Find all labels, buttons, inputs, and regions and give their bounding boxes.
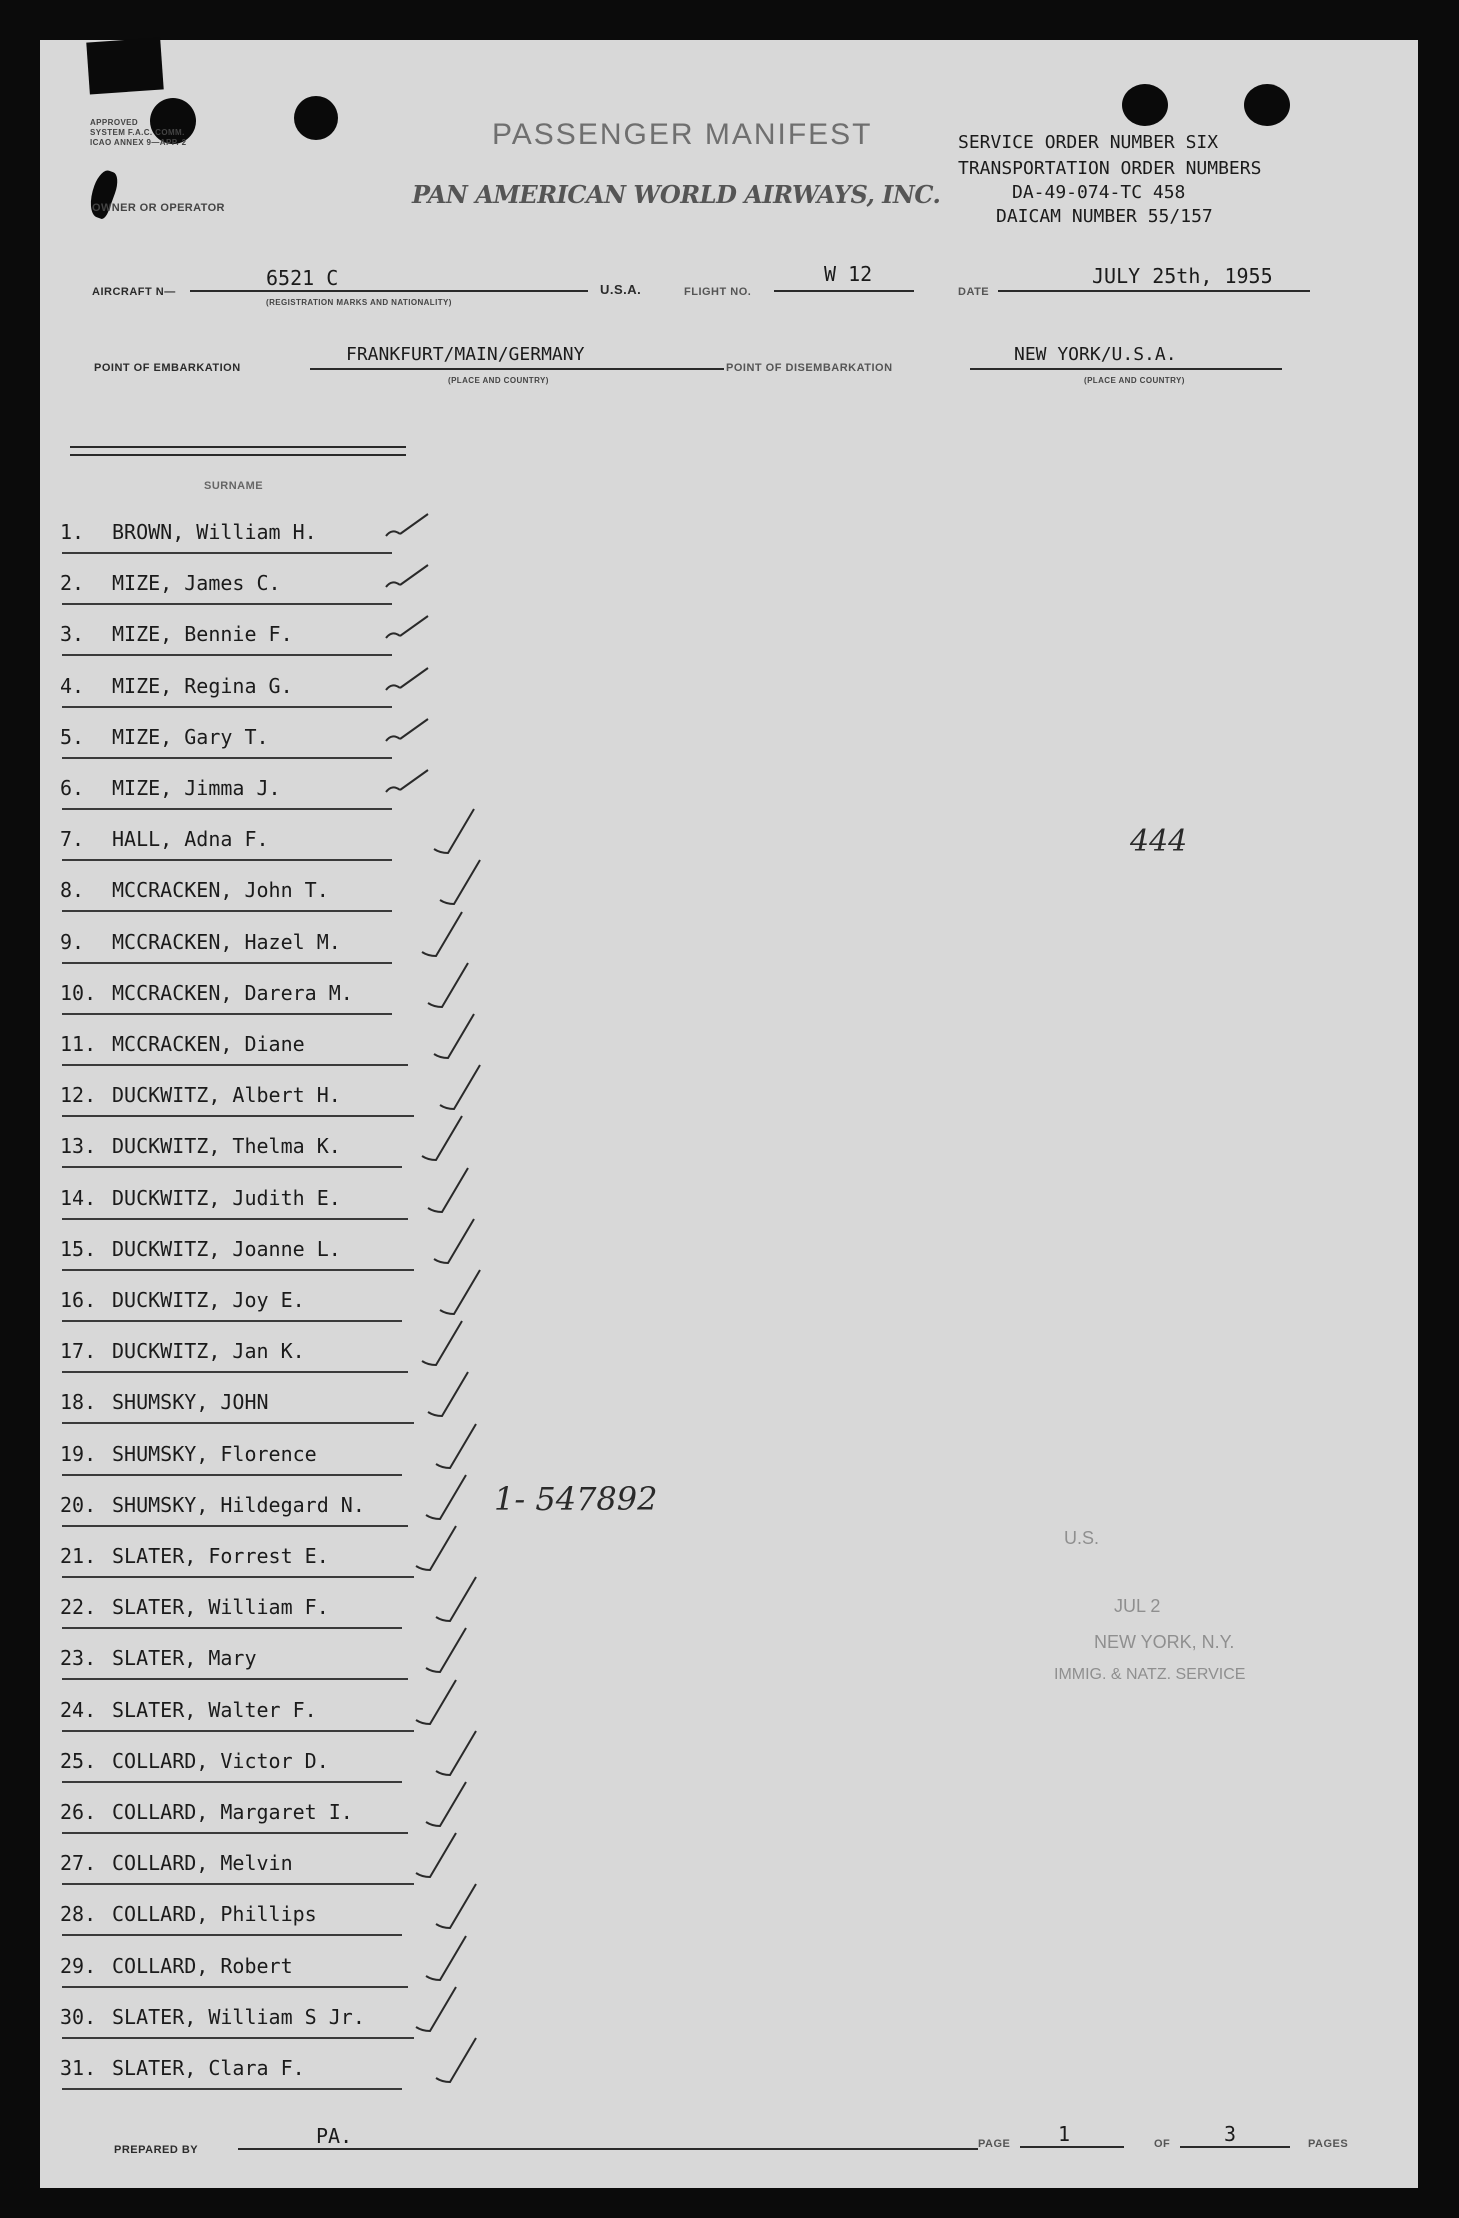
- approval-line: ICAO ANNEX 9—APP. 2: [90, 138, 187, 147]
- row-underline: [62, 1986, 408, 1988]
- row-underline: [62, 1627, 402, 1629]
- passenger-number: 4.: [60, 673, 85, 698]
- passenger-number: 10.: [60, 980, 97, 1005]
- passenger-number: 19.: [60, 1441, 97, 1466]
- passenger-row: [40, 1790, 560, 1838]
- passenger-number: 2.: [60, 571, 85, 596]
- passenger-name: SLATER, William S Jr.: [112, 2004, 365, 2029]
- row-underline: [62, 1474, 402, 1476]
- passenger-number: 6.: [60, 776, 85, 800]
- passenger-number: 26.: [60, 1800, 97, 1824]
- row-underline: [62, 1576, 414, 1578]
- prepared-label: PREPARED BY: [114, 2144, 199, 2156]
- surname-header: SURNAME: [204, 480, 264, 492]
- passenger-name: MCCRACKEN, Hazel M.: [112, 929, 341, 954]
- passenger-name: BROWN, William H.: [112, 520, 317, 544]
- number-note: 1- 547892: [494, 1480, 658, 1518]
- row-underline: [62, 1166, 402, 1168]
- passenger-row: [40, 2046, 560, 2094]
- passenger-name: SLATER, William F.: [112, 1595, 329, 1620]
- immigration-stamp: U.S.: [1064, 1528, 1100, 1548]
- passenger-name: SLATER, Forrest E.: [112, 1544, 329, 1568]
- row-underline: [62, 1781, 402, 1783]
- passenger-row: [40, 510, 560, 558]
- embark-caption: (PLACE AND COUNTRY): [448, 376, 549, 385]
- passenger-name: SHUMSKY, JOHN: [112, 1390, 269, 1415]
- page-label: PAGE: [978, 2138, 1011, 2150]
- passenger-name: MIZE, Jimma J.: [112, 776, 281, 800]
- passenger-name: MCCRACKEN, John T.: [112, 878, 329, 903]
- passenger-row: [40, 1636, 560, 1684]
- passenger-name: MCCRACKEN, Diane: [112, 1032, 305, 1056]
- aircraft-label: AIRCRAFT N—: [92, 286, 176, 298]
- passenger-number: 22.: [60, 1595, 97, 1620]
- passenger-number: 29.: [60, 1953, 97, 1978]
- pages-label: PAGES: [1308, 2138, 1349, 2150]
- of-label: OF: [1154, 2138, 1171, 2150]
- passenger-row: [40, 715, 560, 763]
- row-underline: [62, 1678, 408, 1680]
- aircraft-value: 6521 C: [266, 266, 339, 290]
- passenger-name: DUCKWITZ, Thelma K.: [112, 1134, 341, 1159]
- passenger-row: [40, 664, 560, 712]
- passenger-name: COLLARD, Robert: [112, 1953, 293, 1978]
- company-name: PAN AMERICAN WORLD AIRWAYS, INC.: [412, 180, 941, 209]
- passenger-number: 12.: [60, 1083, 97, 1108]
- flight-label: FLIGHT NO.: [684, 286, 752, 298]
- service-order-line: SERVICE ORDER NUMBER SIX: [958, 132, 1219, 153]
- passenger-name: DUCKWITZ, Albert H.: [112, 1083, 341, 1108]
- passenger-number: 23.: [60, 1646, 97, 1671]
- code-444-note: 444: [1130, 824, 1188, 859]
- disembark-label: POINT OF DISEMBARKATION: [726, 362, 893, 374]
- passenger-name: DUCKWITZ, Judith E.: [112, 1185, 341, 1210]
- passenger-number: 14.: [60, 1185, 97, 1210]
- flight-value: W 12: [824, 262, 873, 286]
- passenger-name: DUCKWITZ, Jan K.: [112, 1339, 305, 1364]
- row-underline: [62, 962, 392, 964]
- passenger-number: 21.: [60, 1544, 97, 1568]
- passenger-name: SHUMSKY, Hildegard N.: [112, 1492, 365, 1517]
- row-underline: [62, 808, 392, 810]
- immigration-stamp: JUL 2: [1114, 1596, 1161, 1616]
- passenger-row: [40, 1944, 560, 1992]
- passenger-number: 1.: [60, 520, 85, 544]
- row-underline: [62, 1934, 402, 1936]
- passenger-list: [40, 510, 560, 2090]
- row-underline: [62, 2037, 414, 2039]
- row-underline: [62, 1525, 408, 1527]
- row-underline: [62, 654, 392, 656]
- passenger-name: COLLARD, Victor D.: [112, 1748, 329, 1773]
- passenger-number: 27.: [60, 1851, 97, 1876]
- immigration-stamp: NEW YORK, N.Y.: [1094, 1632, 1235, 1652]
- passenger-row: [40, 561, 560, 609]
- passenger-number: 25.: [60, 1748, 97, 1773]
- punch-hole: [294, 96, 338, 140]
- passenger-name: MCCRACKEN, Darera M.: [112, 980, 353, 1005]
- passenger-number: 20.: [60, 1492, 97, 1517]
- passenger-number: 30.: [60, 2004, 97, 2029]
- row-underline: [62, 706, 392, 708]
- row-underline: [62, 2088, 402, 2090]
- disembark-caption: (PLACE AND COUNTRY): [1084, 376, 1185, 385]
- passenger-number: 3.: [60, 622, 85, 647]
- passenger-number: 5.: [60, 724, 85, 749]
- row-underline: [62, 1269, 414, 1271]
- redaction-mark: [86, 37, 163, 94]
- manifest-page: [40, 40, 1418, 2188]
- passenger-number: 8.: [60, 878, 85, 903]
- page-number: 1: [1058, 2122, 1071, 2146]
- page-title: PASSENGER MANIFEST: [492, 118, 873, 151]
- embark-label: POINT OF EMBARKATION: [94, 362, 241, 374]
- row-underline: [62, 1422, 414, 1424]
- approval-line: SYSTEM F.A.C. COMM.: [90, 128, 185, 137]
- passenger-number: 28.: [60, 1902, 97, 1927]
- row-underline: [62, 1730, 414, 1732]
- passenger-name: MIZE, Bennie F.: [112, 622, 293, 647]
- country-label: U.S.A.: [600, 282, 642, 297]
- passenger-name: DUCKWITZ, Joanne L.: [112, 1236, 341, 1261]
- row-underline: [62, 1371, 408, 1373]
- service-order-line: TRANSPORTATION ORDER NUMBERS: [958, 158, 1262, 179]
- punch-hole: [1122, 84, 1168, 126]
- row-underline: [62, 603, 392, 605]
- punch-hole: [1244, 84, 1290, 126]
- passenger-name: SLATER, Mary: [112, 1646, 257, 1671]
- passenger-name: COLLARD, Phillips: [112, 1902, 317, 1927]
- passenger-number: 17.: [60, 1339, 97, 1364]
- passenger-row: [40, 612, 560, 660]
- passenger-number: 7.: [60, 827, 85, 852]
- row-underline: [62, 1832, 408, 1834]
- passenger-name: COLLARD, Margaret I.: [112, 1800, 353, 1824]
- prepared-value: PA.: [316, 2124, 353, 2148]
- passenger-name: MIZE, Gary T.: [112, 724, 269, 749]
- row-underline: [62, 1115, 414, 1117]
- page-total: 3: [1224, 2122, 1237, 2146]
- owner-label: OWNER OR OPERATOR: [92, 202, 225, 214]
- passenger-name: HALL, Adna F.: [112, 827, 269, 852]
- passenger-number: 13.: [60, 1134, 97, 1159]
- passenger-number: 16.: [60, 1288, 97, 1312]
- immigration-stamp: IMMIG. & NATZ. SERVICE: [1054, 1666, 1246, 1683]
- passenger-number: 24.: [60, 1697, 97, 1722]
- passenger-name: SLATER, Clara F.: [112, 2056, 305, 2080]
- service-order-line: DA-49-074-TC 458: [1012, 182, 1186, 203]
- embark-value: FRANKFURT/MAIN/GERMANY: [346, 344, 585, 365]
- row-underline: [62, 552, 392, 554]
- passenger-name: COLLARD, Melvin: [112, 1851, 293, 1876]
- date-label: DATE: [958, 286, 990, 298]
- row-underline: [62, 910, 392, 912]
- row-underline: [62, 1883, 414, 1885]
- row-underline: [62, 1013, 392, 1015]
- row-underline: [62, 757, 392, 759]
- passenger-name: MIZE, James C.: [112, 571, 281, 596]
- passenger-number: 11.: [60, 1032, 97, 1056]
- disembark-value: NEW YORK/U.S.A.: [1014, 344, 1177, 365]
- passenger-name: SHUMSKY, Florence: [112, 1441, 317, 1466]
- passenger-name: SLATER, Walter F.: [112, 1697, 317, 1722]
- date-value: JULY 25th, 1955: [1092, 264, 1273, 288]
- check-mark-icon: [432, 2032, 502, 2092]
- registration-caption: (REGISTRATION MARKS AND NATIONALITY): [266, 298, 452, 307]
- passenger-number: 31.: [60, 2056, 97, 2080]
- passenger-name: MIZE, Regina G.: [112, 673, 293, 698]
- row-underline: [62, 1320, 402, 1322]
- passenger-name: DUCKWITZ, Joy E.: [112, 1288, 305, 1312]
- approval-line: APPROVED: [90, 118, 139, 127]
- row-underline: [62, 1218, 408, 1220]
- passenger-number: 15.: [60, 1236, 97, 1261]
- passenger-number: 18.: [60, 1390, 97, 1415]
- passenger-number: 9.: [60, 929, 85, 954]
- row-underline: [62, 1064, 408, 1066]
- service-order-line: DAICAM NUMBER 55/157: [996, 206, 1213, 227]
- row-underline: [62, 859, 392, 861]
- passenger-row: [40, 1483, 560, 1531]
